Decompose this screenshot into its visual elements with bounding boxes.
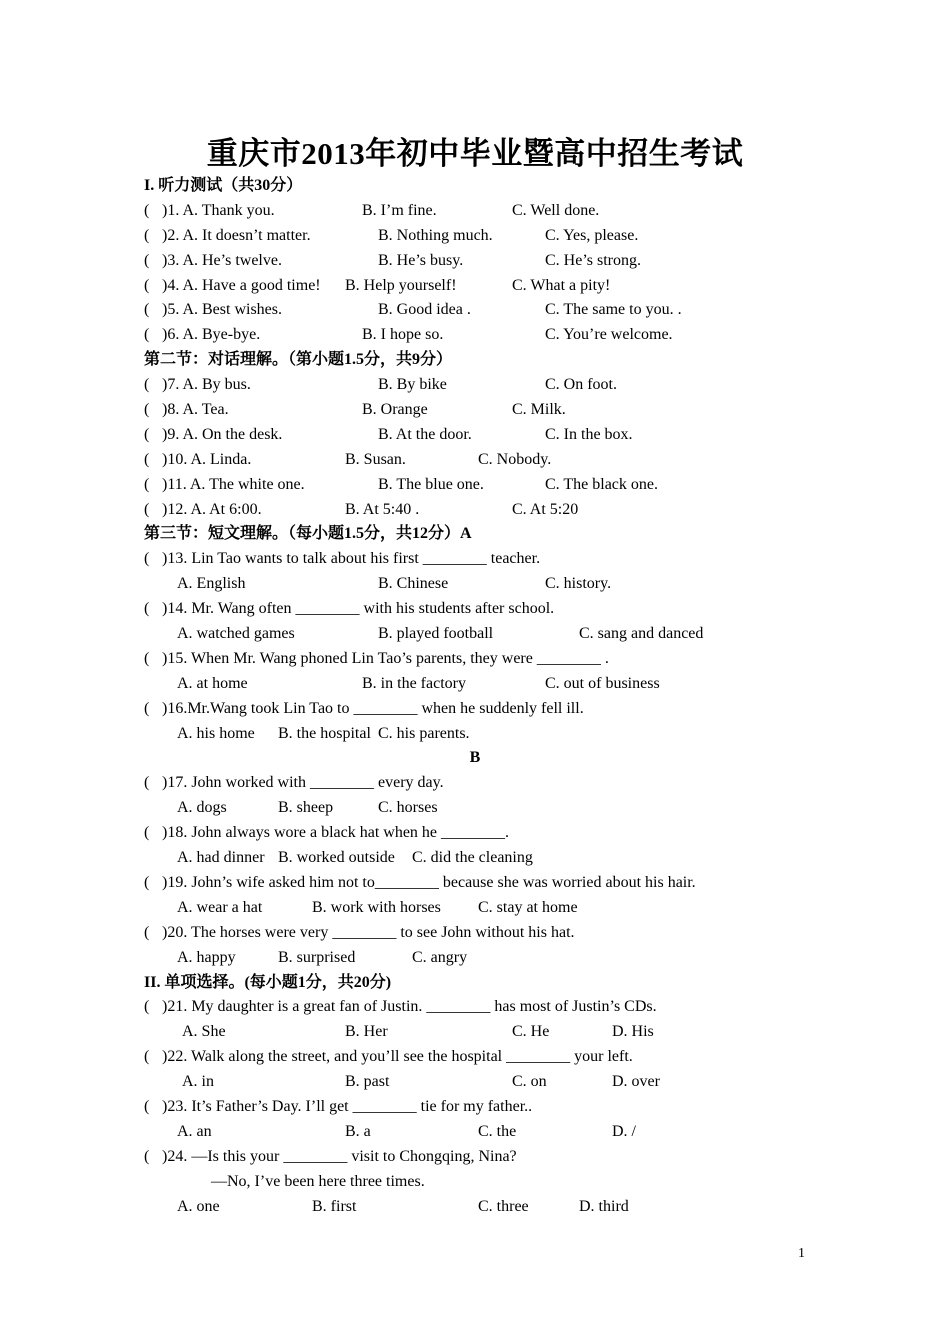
option-text: C. on xyxy=(512,1073,547,1091)
question-text: C. The black one. xyxy=(545,475,659,493)
question-text: B. The blue one. xyxy=(378,475,484,493)
question-text: B. Help yourself! xyxy=(345,276,457,294)
option-text: A. watched games xyxy=(177,625,295,643)
question-text: C. In the box. xyxy=(545,425,633,443)
answer-bracket: ( xyxy=(144,1048,150,1066)
question-line xyxy=(144,298,824,323)
page-number: 1 xyxy=(798,1246,805,1261)
question-text: C. Yes, please. xyxy=(545,226,639,244)
question-text: B. At the door. xyxy=(378,425,472,443)
question-line xyxy=(144,224,824,249)
question-line xyxy=(144,473,824,498)
question-line xyxy=(144,498,824,523)
question-line xyxy=(144,323,824,348)
options-line xyxy=(144,722,824,747)
question-text: )23. It’s Father’s Day. I’ll get ________ tie for my father.. xyxy=(162,1097,533,1115)
question-line xyxy=(144,821,824,846)
question-line xyxy=(144,771,824,796)
question-text: C. Nobody. xyxy=(478,450,552,468)
answer-bracket: ( xyxy=(144,873,150,891)
question-text: B. Susan. xyxy=(345,450,406,468)
question-text: )8. A. Tea. xyxy=(162,401,229,419)
question-text: )9. A. On the desk. xyxy=(162,425,283,443)
question-line xyxy=(144,1145,824,1170)
answer-bracket: ( xyxy=(144,923,150,941)
question-line xyxy=(144,423,824,448)
option-text: A. wear a hat xyxy=(177,898,263,916)
question-text: C. He’s strong. xyxy=(545,251,641,269)
question-line xyxy=(144,1095,824,1120)
option-text: C. three xyxy=(478,1197,529,1215)
question-text: B. I’m fine. xyxy=(362,201,437,219)
option-text: B. Chinese xyxy=(378,575,449,593)
passage-label: B xyxy=(469,749,481,767)
option-text: B. Her xyxy=(345,1023,388,1041)
options-line xyxy=(144,1120,824,1145)
option-text: A. one xyxy=(177,1197,220,1215)
question-line xyxy=(144,597,824,622)
option-text: B. in the factory xyxy=(362,674,466,692)
question-line xyxy=(144,921,824,946)
section-heading: 第二节：对话理解。（第小题1.5分，共9分） xyxy=(144,351,453,369)
question-text: )15. When Mr. Wang phoned Lin Tao’s parents, they were ________ . xyxy=(162,649,609,667)
option-text: D. His xyxy=(612,1023,654,1041)
question-text: C. You’re welcome. xyxy=(545,326,673,344)
question-text: )6. A. Bye-bye. xyxy=(162,326,261,344)
option-text: C. He xyxy=(512,1023,550,1041)
answer-bracket: ( xyxy=(144,475,150,493)
option-text: B. first xyxy=(312,1197,357,1215)
question-text: C. On foot. xyxy=(545,376,617,394)
option-text: B. a xyxy=(345,1122,371,1140)
option-text: C. stay at home xyxy=(478,898,578,916)
question-text: B. By bike xyxy=(378,376,447,394)
options-line xyxy=(144,672,824,697)
answer-bracket: ( xyxy=(144,226,150,244)
question-text: C. Well done. xyxy=(512,201,600,219)
option-text: B. surprised xyxy=(278,948,356,966)
question-line xyxy=(144,647,824,672)
exam-title: 重庆市2013年初中毕业暨高中招生考试 xyxy=(206,136,744,171)
question-text: B. Good idea . xyxy=(378,301,471,319)
option-text: D. over xyxy=(612,1073,660,1091)
question-text: )19. John’s wife asked him not to________ because she was worried about his hair. xyxy=(162,873,696,891)
option-text: A. dogs xyxy=(177,799,227,817)
options-line xyxy=(144,1170,824,1195)
option-text: B. worked outside xyxy=(278,849,395,867)
answer-bracket: ( xyxy=(144,1097,150,1115)
question-text: C. What a pity! xyxy=(512,276,611,294)
options-line xyxy=(144,1070,824,1095)
option-text: —No, I’ve been here three times. xyxy=(211,1172,425,1190)
answer-bracket: ( xyxy=(144,450,150,468)
answer-bracket: ( xyxy=(144,649,150,667)
question-text: )18. John always wore a black hat when he ________. xyxy=(162,824,510,842)
option-text: A. in xyxy=(182,1073,214,1091)
options-line xyxy=(144,846,824,871)
question-line xyxy=(144,199,824,224)
question-text: )20. The horses were very ________ to see John without his hat. xyxy=(162,923,575,941)
options-line xyxy=(144,796,824,821)
question-line xyxy=(144,448,824,473)
question-text: )3. A. He’s twelve. xyxy=(162,251,282,269)
question-line xyxy=(144,249,824,274)
question-text: )21. My daughter is a great fan of Justin. ________ has most of Justin’s CDs. xyxy=(162,998,657,1016)
question-text: )16.Mr.Wang took Lin Tao to ________ when he suddenly fell ill. xyxy=(162,699,584,717)
question-text: )22. Walk along the street, and you’ll see the hospital ________ your left. xyxy=(162,1048,633,1066)
options-line xyxy=(144,896,824,921)
question-text: )4. A. Have a good time! xyxy=(162,276,321,294)
question-line xyxy=(144,398,824,423)
question-text: )10. A. Linda. xyxy=(162,450,252,468)
option-text: C. out of business xyxy=(545,674,660,692)
answer-bracket: ( xyxy=(144,201,150,219)
option-text: A. She xyxy=(182,1023,226,1041)
options-line xyxy=(144,1195,824,1220)
question-text: )17. John worked with ________ every day. xyxy=(162,774,444,792)
option-text: D. third xyxy=(579,1197,629,1215)
option-text: C. angry xyxy=(412,948,468,966)
option-text: A. happy xyxy=(177,948,236,966)
answer-bracket: ( xyxy=(144,251,150,269)
question-text: )24. —Is this your ________ visit to Chongqing, Nina? xyxy=(162,1147,517,1165)
answer-bracket: ( xyxy=(144,550,150,568)
option-text: C. horses xyxy=(378,799,438,817)
question-line xyxy=(144,871,824,896)
option-text: A. his home xyxy=(177,724,255,742)
section-heading: 第三节：短文理解。（每小题1.5分，共12分）A xyxy=(144,525,472,543)
question-text: )14. Mr. Wang often ________ with his students after school. xyxy=(162,600,555,618)
question-line xyxy=(144,697,824,722)
question-text: B. At 5:40 . xyxy=(345,500,420,518)
section-heading: II. 单项选择。(每小题1分，共20分) xyxy=(144,973,392,991)
answer-bracket: ( xyxy=(144,326,150,344)
question-text: )11. A. The white one. xyxy=(162,475,305,493)
option-text: B. past xyxy=(345,1073,390,1091)
answer-bracket: ( xyxy=(144,774,150,792)
question-text: B. He’s busy. xyxy=(378,251,464,269)
question-text: )7. A. By bus. xyxy=(162,376,251,394)
question-text: )12. A. At 6:00. xyxy=(162,500,262,518)
exam-content xyxy=(144,174,824,1219)
option-text: A. had dinner xyxy=(177,849,265,867)
option-text: B. work with horses xyxy=(312,898,441,916)
answer-bracket: ( xyxy=(144,824,150,842)
question-text: )1. A. Thank you. xyxy=(162,201,275,219)
answer-bracket: ( xyxy=(144,401,150,419)
option-text: C. sang and danced xyxy=(579,625,704,643)
question-line xyxy=(144,1045,824,1070)
options-line xyxy=(144,572,824,597)
options-line xyxy=(144,946,824,971)
option-text: D. / xyxy=(612,1122,636,1140)
question-line xyxy=(144,995,824,1020)
answer-bracket: ( xyxy=(144,699,150,717)
section-heading: I. 听力测试（共30分） xyxy=(144,177,303,194)
option-text: B. played football xyxy=(378,625,494,643)
options-line xyxy=(144,1020,824,1045)
answer-bracket: ( xyxy=(144,1147,150,1165)
option-text: A. English xyxy=(177,575,246,593)
option-text: C. did the cleaning xyxy=(412,849,533,867)
option-text: B. the hospital xyxy=(278,724,371,742)
answer-bracket: ( xyxy=(144,376,150,394)
question-text: C. At 5:20 xyxy=(512,500,579,518)
question-text: )13. Lin Tao wants to talk about his first ________ teacher. xyxy=(162,550,541,568)
option-text: B. sheep xyxy=(278,799,334,817)
question-line xyxy=(144,373,824,398)
answer-bracket: ( xyxy=(144,998,150,1016)
option-text: C. history. xyxy=(545,575,612,593)
option-text: C. the xyxy=(478,1122,517,1140)
question-text: B. Nothing much. xyxy=(378,226,493,244)
answer-bracket: ( xyxy=(144,425,150,443)
question-text: B. I hope so. xyxy=(362,326,444,344)
option-text: A. an xyxy=(177,1122,212,1140)
option-text: A. at home xyxy=(177,674,248,692)
question-text: C. The same to you. . xyxy=(545,301,682,319)
question-line xyxy=(144,547,824,572)
question-text: B. Orange xyxy=(362,401,428,419)
question-text: )5. A. Best wishes. xyxy=(162,301,282,319)
answer-bracket: ( xyxy=(144,500,150,518)
answer-bracket: ( xyxy=(144,301,150,319)
option-text: C. his parents. xyxy=(378,724,470,742)
question-text: )2. A. It doesn’t matter. xyxy=(162,226,311,244)
answer-bracket: ( xyxy=(144,600,150,618)
answer-bracket: ( xyxy=(144,276,150,294)
question-line xyxy=(144,274,824,299)
options-line xyxy=(144,622,824,647)
question-text: C. Milk. xyxy=(512,401,566,419)
